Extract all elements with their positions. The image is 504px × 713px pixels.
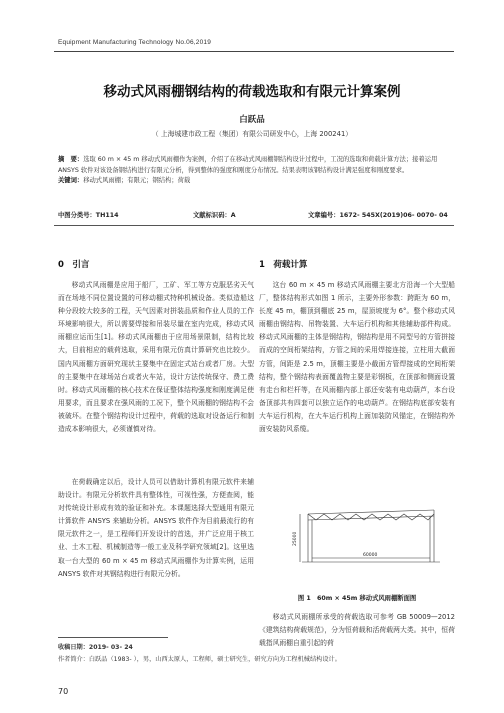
shed-cross-section-figure bbox=[268, 500, 448, 580]
header-rule bbox=[54, 51, 454, 52]
document-code: 文献标识码：A bbox=[193, 212, 236, 219]
received-date: 收稿日期：2019- 03- 24 bbox=[58, 644, 133, 651]
abstract-text: 选取 60 m × 45 m 移动式风雨棚作为案例，介绍了在移动式风雨棚钢结构设计过程中，工况的选取和荷载计算方法；接着运用 ANSYS 软件对该设备钢结构进行有限元分析，得到整体的强度和刚度分布情况。结果表明该钢结构设计满足强度和刚度要求。 bbox=[58, 156, 438, 174]
affiliation: （ 上海城建市政工程（集团）有限公司研发中心，上海 200241） bbox=[151, 130, 353, 138]
footnote-rule bbox=[58, 637, 168, 638]
clc-number: 中图分类号：TH114 bbox=[58, 212, 119, 219]
author-name: 白跃品 bbox=[239, 115, 265, 125]
page-number: 70 bbox=[58, 687, 69, 696]
keywords-label: 关键词： bbox=[58, 177, 84, 184]
paper-title: 移动式风雨棚钢结构的荷载选取和有限元计算案例 bbox=[103, 84, 401, 100]
load-paragraph-1: 这台 60 m × 45 m 移动式风雨棚主要北方沿海一个大型船厂，整体结构形式如图 1 所示，主要外形参数：跨距为 60 m，长度 45 m，棚顶到棚底 25 m，屋顶坡度为 6°。整个移动式风雨棚由钢结构、吊物装置、大车运行机构和其他辅助部件构成。移动式风雨棚的主体是钢结构，钢结构是用不同型号的方管拼接而成的空间桁架结构，方管之间的采用焊接连接，立柱用大截面方管，间距是 2.5 m，顶棚主要是小截面方管焊接成的空间桁架结构，整个钢结构表面覆盖物主要是彩钢板，在顶部和侧面设置有走台和栏杆等，在风雨棚内部上部还安装有电动葫芦，本台设备顶部共有四套可以独立运作的电动葫芦。在钢结构底部安装有大车运行机构，在大车运行机构上面加装防风锚定，在钢结构外面安装防风系缆。 bbox=[259, 281, 455, 434]
abstract-label: 摘 要： bbox=[58, 156, 84, 163]
height-dimension-label: 25000 bbox=[293, 531, 298, 546]
load-paragraph-2: 移动式风雨棚所承受的荷载选取可参考 GB 50009—2012《建筑结构荷载规范》，分为恒荷载和活荷载两大类。其中，恒荷载指风雨棚自重引起的荷 bbox=[259, 613, 455, 648]
figure-caption: 图 1 60m × 45m 移动式风雨棚断面图 bbox=[297, 595, 417, 602]
intro-heading: 0 引言 bbox=[58, 260, 90, 270]
journal-header: Equipment Manufacturing Technology No.06,2019 bbox=[58, 39, 212, 46]
load-heading: 1 荷载计算 bbox=[259, 260, 308, 270]
section-rule bbox=[54, 225, 454, 226]
intro-paragraph-2: 在荷载确定以后，设计人员可以借助计算机有限元软件来辅助设计。有限元分析软件具有整体性，可视性强，方便查阅，能对传统设计形成有效的验证和补充。本课题选择大型通用有限元计算软件 ANSYS 来辅助分析。ANSYS 软件作为目前最流行的有限元软件之一，是工程师们开发设计的首选，并广泛应用于核工业、土木工程、机械制造等一般工业及科学研究领域[2]。这里选取一台大型的 60 m × 45 m 移动式风雨棚作为计算实例，运用 ANSYS 软件对其钢结构进行有限元分析。 bbox=[58, 478, 254, 578]
intro-paragraph-1: 移动式风雨棚是应用于船厂，工矿、军工等方克服恶劣天气而在场地不同位置设置的可移动棚式特种机械设备。类似造船这种分段较大较多的工程，天气因素对拼装品质和作业人员的工作环境影响很大，所以需要焊接和吊装尽量在室内完成，移动式风雨棚应运而生[1]。移动式风雨棚由于应用场景限制，结构比较大，目前相应的载荷选取，采用有限元仿真计算研究也比较少。国内风雨棚方面研究现状主要集中在固定式站台或者厂房。大型的主要集中在球场站台或者火车站，设计方法传统保守、费工费时。移动式风雨棚的核心技术在保证整体结构强度和刚度满足使用要求，而且要求在强风雨的工况下，整个风雨棚的钢结构不会被破坏。在整个钢结构设计过程中，荷载的选取对设备运行和制造成本影响很大，必须谨慎对待。 bbox=[58, 281, 254, 434]
author-bio: 作者简介：白跃品（1983- ），男，山西太原人，工程师，硕士研究生，研究方向为工程机械结构设计。 bbox=[58, 656, 341, 663]
article-number: 文章编号：1672- 545X(2019)06- 0070- 04 bbox=[308, 212, 448, 219]
roof-top-chord bbox=[308, 510, 434, 514]
keywords-text: 移动式风雨棚；有限元；钢结构；荷载 bbox=[83, 177, 191, 184]
abstract-block bbox=[58, 155, 450, 187]
span-dimension-label: 60000 bbox=[363, 553, 378, 558]
